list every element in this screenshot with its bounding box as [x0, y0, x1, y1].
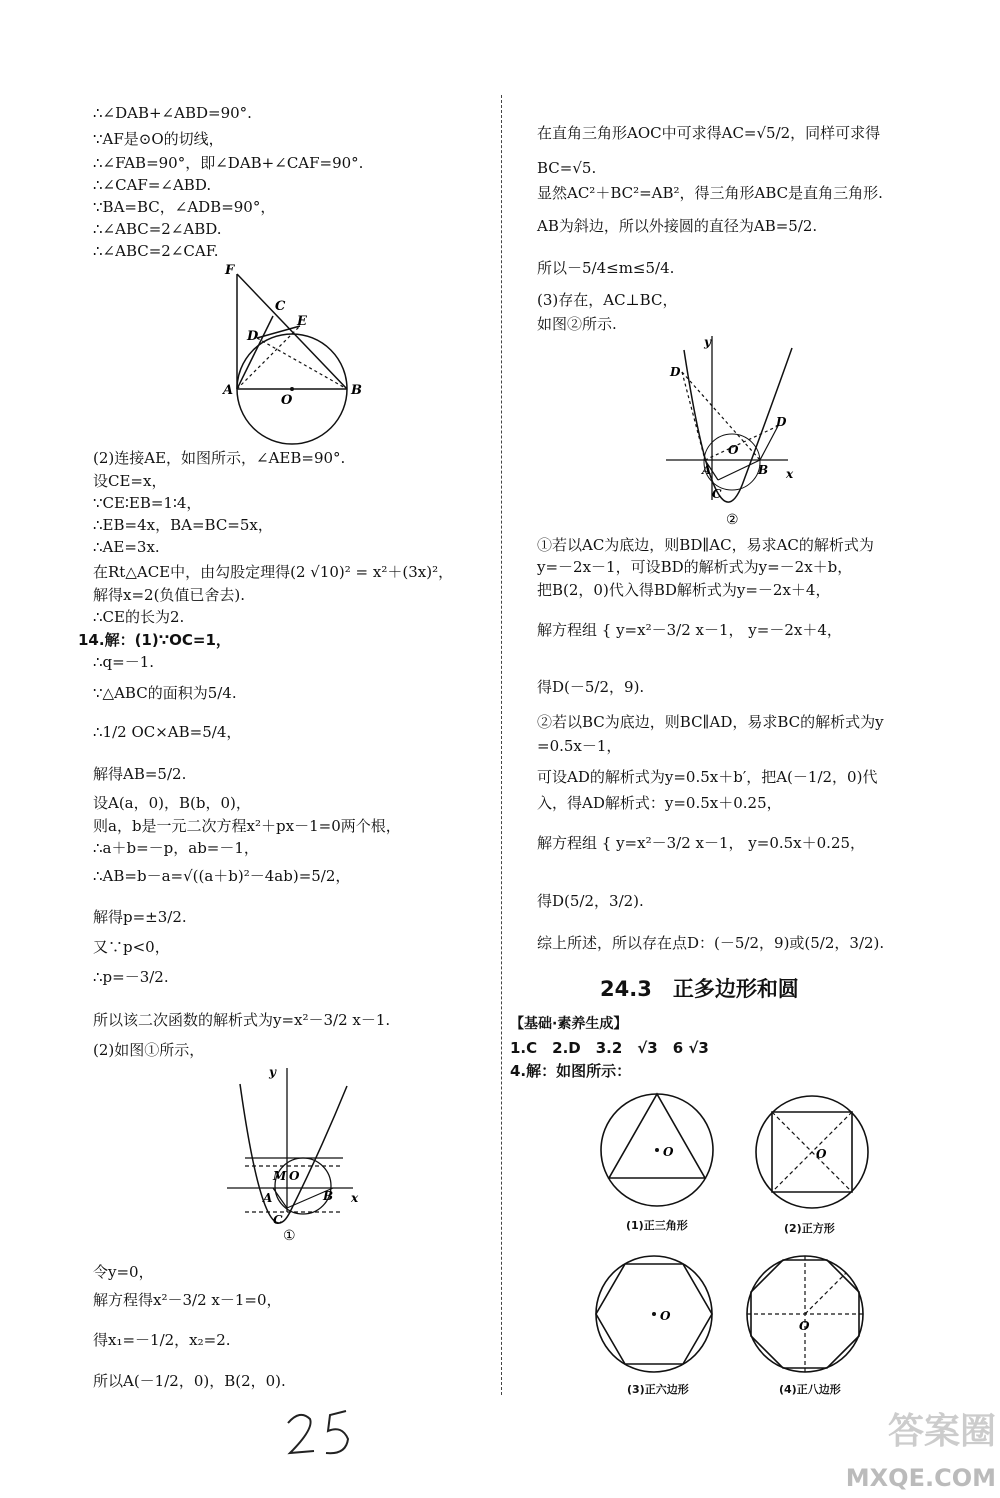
left-line-10: ∵CE∶EB=1∶4， [93, 494, 202, 512]
parabola-circle-figure-1 [225, 1062, 365, 1242]
left-line-18: ∵△ABC的面积为5/4. [93, 684, 237, 702]
poly-caption-1: (1)正三角形 [626, 1219, 688, 1232]
left-line-21: 设A(a，0)，B(b，0)， [93, 794, 251, 812]
poly-caption-2: (2)正方形 [784, 1222, 835, 1235]
left-line-25: 解得p=±3/2. [93, 908, 187, 926]
right-line-9: y=－2x－1，可设BD的解析式为y=－2x＋b， [537, 558, 853, 576]
left-line-32: 得x₁=－1/2，x₂=2. [93, 1331, 231, 1349]
left-line-16: 14.解：(1)∵OC=1， [78, 631, 231, 649]
label-f: F [225, 263, 235, 278]
right-line-5: 所以－5/4≤m≤5/4. [537, 259, 675, 277]
fig-2-number: ② [726, 512, 739, 528]
label-c-1: C [273, 1213, 283, 1227]
poly-label-o-2: O [816, 1147, 827, 1161]
left-line-28: 所以该二次函数的解析式为y=x²－3/2 x－1. [93, 1011, 391, 1029]
left-line-30: 令y=0， [93, 1263, 154, 1281]
right-line-18: 得D(5/2，3/2). [537, 892, 644, 910]
label-d-2a: D [670, 365, 681, 379]
left-line-9: 设CE=x， [93, 472, 167, 490]
left-line-23: ∴a＋b=－p，ab=－1， [93, 839, 259, 857]
section-tag: 【基础·素养生成】 [510, 1016, 628, 1032]
watermark: MXQE.COM [845, 1464, 996, 1492]
right-line-10: 把B(2，0)代入得BD解析式为y=－2x＋4， [537, 581, 831, 599]
right-line-8: ①若以AC为底边，则BD∥AC，易求AC的解析式为 [537, 536, 874, 554]
right-line-4: AB为斜边，所以外接圆的直径为AB=5/2. [537, 217, 818, 235]
left-line-14: 解得x=2(负值已舍去). [93, 586, 246, 604]
regular-hexagon-figure [592, 1252, 717, 1377]
regular-octagon-figure [743, 1252, 868, 1377]
right-line-1: 在直角三角形AOC中可求得AC=√5/2，同样可求得 [537, 124, 881, 142]
label-m: M [273, 1169, 287, 1183]
parabola-figure-2 [660, 330, 810, 530]
right-line-14: =0.5x－1， [537, 737, 622, 755]
left-line-2: ∵AF是⊙O的切线， [93, 130, 224, 148]
left-line-7: ∴∠ABC=2∠CAF. [93, 242, 219, 260]
left-line-15: ∴CE的长为2. [93, 608, 185, 626]
label-b-2: B [758, 463, 769, 477]
watermark-logo: 答案圈 [887, 1411, 996, 1452]
equilateral-triangle-figure [595, 1090, 720, 1210]
left-line-31: 解方程得x²－3/2 x－1=0， [93, 1291, 282, 1309]
left-line-11: ∴EB=4x，BA=BC=5x， [93, 516, 273, 534]
label-a: A [223, 383, 234, 398]
left-line-17: ∴q=－1. [93, 653, 155, 671]
left-line-22: 则a，b是一元二次方程x²＋px－1=0两个根， [93, 817, 401, 835]
label-o-1: O [289, 1169, 300, 1183]
label-b-1: B [323, 1189, 334, 1203]
square-figure [750, 1092, 875, 1212]
label-c-2: C [712, 487, 722, 501]
label-e: E [297, 314, 307, 329]
answers-line: 1.C 2.D 3.2 √3 6 √3 [510, 1039, 709, 1057]
left-line-12: ∴AE=3x. [93, 538, 160, 556]
left-line-29: (2)如图①所示， [93, 1041, 205, 1059]
left-line-13: 在Rt△ACE中，由勾股定理得(2 √10)² = x²＋(3x)²， [93, 563, 454, 581]
left-line-6: ∴∠ABC=2∠ABD. [93, 220, 222, 238]
poly-label-o-4: O [799, 1319, 810, 1333]
right-line-2: BC=√5. [537, 159, 597, 177]
right-line-13: ②若以BC为底边，则BC∥AD，易求BC的解析式为y [537, 713, 884, 731]
column-divider [501, 95, 502, 1395]
label-o: O [281, 393, 293, 408]
left-line-1: ∴∠DAB+∠ABD=90°. [93, 104, 252, 122]
left-line-24: ∴AB=b－a=√((a＋b)²－4ab)=5/2， [93, 867, 351, 885]
right-line-19: 综上所述，所以存在点D：(－5/2，9)或(5/2，3/2). [537, 934, 885, 952]
label-x-2: x [786, 467, 794, 481]
left-line-8: (2)连接AE，如图所示，∠AEB=90°. [93, 449, 346, 467]
tangent-circle-figure [215, 260, 375, 450]
label-x-1: x [351, 1191, 359, 1205]
poly-label-o-3: O [660, 1309, 671, 1323]
label-d: D [247, 329, 259, 344]
right-line-15: 可设AD的解析式为y=0.5x＋b′，把A(－1/2，0)代 [537, 768, 878, 786]
poly-label-o-1: O [663, 1145, 674, 1159]
right-line-6: (3)存在，AC⊥BC， [537, 291, 678, 309]
left-line-3: ∴∠FAB=90°，即∠DAB+∠CAF=90°. [93, 154, 364, 172]
left-line-26: 又∵p<0， [93, 938, 170, 956]
left-line-33: 所以A(－1/2，0)，B(2，0). [93, 1372, 286, 1390]
right-line-3: 显然AC²＋BC²=AB²，得三角形ABC是直角三角形. [537, 184, 883, 202]
right-line-11: 解方程组 { y=x²－3/2 x－1， y=－2x＋4， [537, 621, 842, 639]
right-line-7: 如图②所示. [537, 315, 617, 333]
poly-caption-4: (4)正八边形 [779, 1383, 841, 1396]
left-line-5: ∵BA=BC，∠ADB=90°， [93, 198, 276, 216]
label-d-2b: D [776, 415, 787, 429]
poly-caption-3: (3)正六边形 [627, 1383, 689, 1396]
label-a-1: A [263, 1191, 273, 1205]
left-line-4: ∴∠CAF=∠ABD. [93, 176, 212, 194]
q4-line: 4.解：如图所示： [510, 1062, 632, 1080]
left-line-27: ∴p=－3/2. [93, 968, 169, 986]
label-y-2: y [704, 335, 711, 349]
right-line-16: 入，得AD解析式：y=0.5x＋0.25， [537, 794, 782, 812]
fig-1-number: ① [283, 1228, 296, 1242]
label-a-2: A [702, 463, 712, 477]
label-y-1: y [269, 1065, 276, 1079]
label-o-2: O [728, 443, 739, 457]
left-line-20: 解得AB=5/2. [93, 765, 187, 783]
right-line-17: 解方程组 { y=x²－3/2 x－1， y=0.5x＋0.25， [537, 834, 866, 852]
right-line-12: 得D(－5/2，9). [537, 678, 645, 696]
left-line-19: ∴1/2 OC×AB=5/4， [93, 723, 242, 741]
section-title: 24.3 正多边形和圆 [600, 977, 799, 1001]
label-b: B [351, 383, 362, 398]
label-c: C [275, 299, 286, 314]
handwritten-page-number [280, 1405, 370, 1465]
